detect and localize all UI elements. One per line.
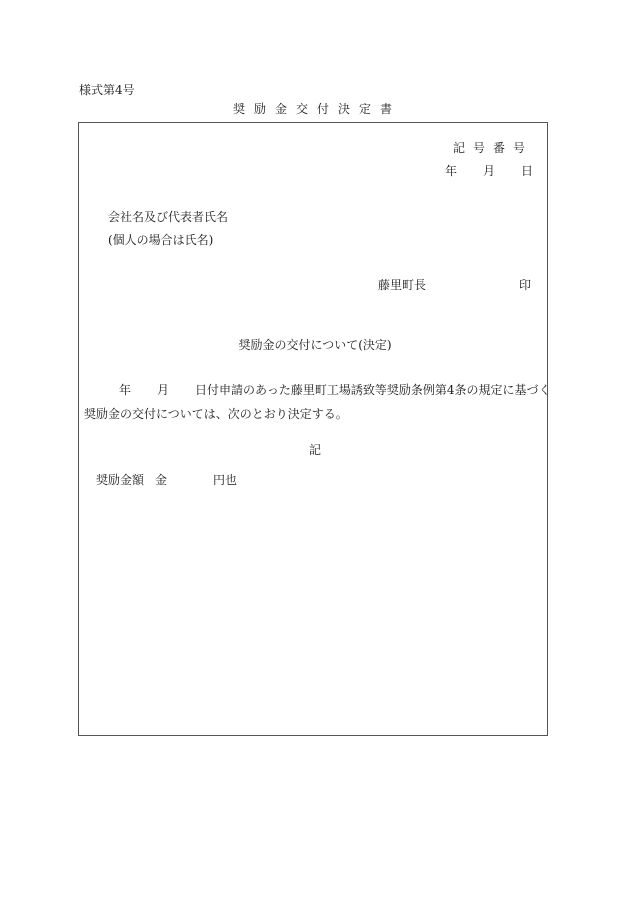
form-number: 様式第4号 xyxy=(79,83,135,97)
body-text-1: 日付申請のあった藤里町工場誘致等奨励条例第4条の規定に基づく xyxy=(195,383,551,397)
amount-kin: 金 xyxy=(155,473,168,487)
company-name-label: 会社名及び代表者氏名 xyxy=(108,210,229,224)
reference-number: 記号番号 xyxy=(452,141,533,155)
body-year: 年 xyxy=(119,383,132,397)
document-title: 奨励金交付決定書 xyxy=(232,102,401,116)
date-day: 日 xyxy=(520,164,533,178)
body-line-1 xyxy=(119,381,551,398)
subject-line: 奨励金の交付について(決定) xyxy=(238,338,392,352)
date-year: 年 xyxy=(444,164,457,178)
issue-date xyxy=(445,162,533,179)
issuer-title: 藤里町長 xyxy=(378,278,427,292)
amount-yen: 円也 xyxy=(213,473,238,487)
date-month: 月 xyxy=(482,164,495,178)
body-line-2: 奨励金の交付については、次のとおり決定する。 xyxy=(84,407,348,421)
body-month: 月 xyxy=(157,383,170,397)
individual-name-note: (個人の場合は氏名) xyxy=(108,233,214,247)
amount-label: 奨励金額 xyxy=(96,473,145,487)
seal-mark: 印 xyxy=(519,278,532,292)
ki-heading: 記 xyxy=(308,443,321,457)
